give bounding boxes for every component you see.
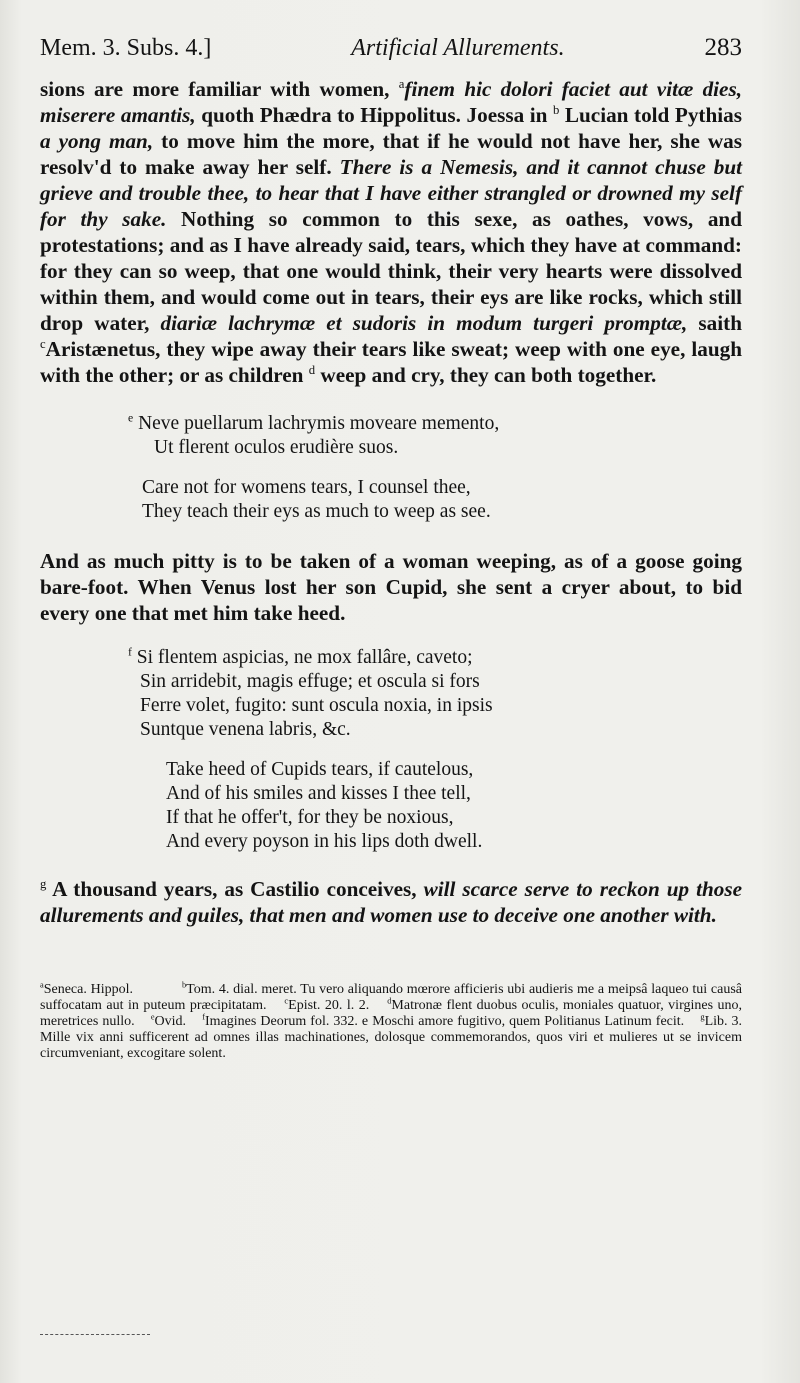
footnote-mark-e: e [128,411,134,425]
footnote-g: Lib. 3. Mille vix anni sufficerent ad omnes illas machinationes, dolosque commemorandos, quos viri et mulieres ut se invicem circumveniant, excogitare solent. [40,1014,743,1061]
footnote-mark-a: a [398,76,405,91]
verse-line: Take heed of Cupids tears, if cautelous, [166,759,474,780]
verse-line: And every poyson in his lips doth dwell. [166,831,483,852]
footnote-b: Tom. 4. dial. meret. Tu vero aliquando mœrore afficieris ubi audieris me a meipsâ laqueo tui causâ suffocatam aut in puteum præcipitatam. [40,982,743,1013]
footnote-a: Seneca. Hippol. [43,982,134,997]
verse-line: Ut flerent oculos erudière suos. [154,437,399,458]
footnote-mark-b: b [552,102,560,117]
paragraph-2: And as much pitty is to be taken of a woman weeping, as of a goose going bare-foot. When Venus lost her son Cupid, she sent a cryer about, to bid every one that met him take heed. [40,549,742,625]
verse-line: And of his smiles and kisses I thee tell, [166,783,471,804]
footnote-mark-f: f [128,645,132,659]
footnote-c: Epist. 20. l. 2. [288,998,370,1013]
verse-line: If that he offer't, for they be noxious, [166,807,454,828]
paragraph-1: sions are more familiar with women, $^a$finem hic dolori faciet aut vitæ dies, miserere amantis, quoth Phædra to Hippolitus. Joessa in $^b$ Lucian told Pythias a yong man, to move him the more, that if he would not have her, she was resolv'd to make away her self. There is a Nemesis, and it cannot chuse but grieve and trouble thee, to hear that I have either strangled or drowned my self for thy sake. Nothing so common to this sexe, as oathes, vows, and protestations; and as I have already said, tears, which they have at command: for they can so weep, that one would think, their very hearts were dissolved within them, and would come out in tears, their eys are like rocks, which still drop water, diariæ lachrymæ et sudoris in modum turgeri promptæ, saith $^c$Aristænetus, they wipe away their tears like sweat; weep with one eye, laugh with the other; or as children $^d$ weep and cry, they can both together. [40,76,742,387]
latin-verse-2 [128,646,742,742]
latin-verse-1 [128,412,742,460]
page-number: 283 [704,34,742,61]
footnote-mark-d: d [308,362,316,377]
footnote-mark-g: g [40,876,47,891]
paragraph-3: $^g$ A thousand years, as Castilio conceives, will scarce serve to reckon up those allurements and guiles, that men and women use to deceive one another with. [40,876,742,927]
footnote-mark-c: c [40,336,46,351]
footnote-e: Ovid. [154,1014,187,1029]
verse-line: Suntque venena labris, &c. [140,719,351,740]
running-header [40,34,742,62]
verse-line: $^f$ Si flentem aspicias, ne mox fallâre, caveto; [128,645,473,668]
verse-line: Care not for womens tears, I counsel thee, [142,477,471,498]
footnote-d: Matronæ flent duobus oculis, moniales quatuor, virgines uno, meretrices nullo. [40,998,743,1029]
translation-verse-1 [142,476,742,524]
verse-line: Sin arridebit, magis effuge; et oscula si fors [140,671,480,692]
running-title: Artificial Allurements. [351,35,565,61]
translation-verse-2 [166,758,742,854]
footnote-block: $^a$Seneca. Hippol. $^b$Tom. 4. dial. meret. Tu vero aliquando mœrore afficieris ubi audieris me a meipsâ laqueo tui causâ suffocatam aut in puteum præcipitatam. $^c$Epist. 20. l. 2. $^d$Matronæ flent duobus oculis, moniales quatuor, virgines uno, meretrices nullo. $^e$Ovid. $^f$Imagines Deorum fol. 332. e Moschi amore fugitivo, quem Politianus Latinum fecit. $^g$Lib. 3. Mille vix anni sufficerent ad omnes illas machinationes, dolosque commemorandos, quos viri et mulieres ut se invicem circumveniant, excogitare solent. [40,980,743,1061]
verse-line: Ferre volet, fugito: sunt oscula noxia, in ipsis [140,695,493,716]
footnote-f: Imagines Deorum fol. 332. e Moschi amore fugitivo, quem Politianus Latinum fecit. [205,1014,685,1029]
section-reference: Mem. 3. Subs. 4.] [40,35,212,61]
verse-line: They teach their eys as much to weep as see. [142,501,491,522]
footnotes [40,982,742,1062]
verse-line: $^e$ Neve puellarum lachrymis moveare memento, [128,411,500,434]
signature-rule [40,1328,150,1335]
